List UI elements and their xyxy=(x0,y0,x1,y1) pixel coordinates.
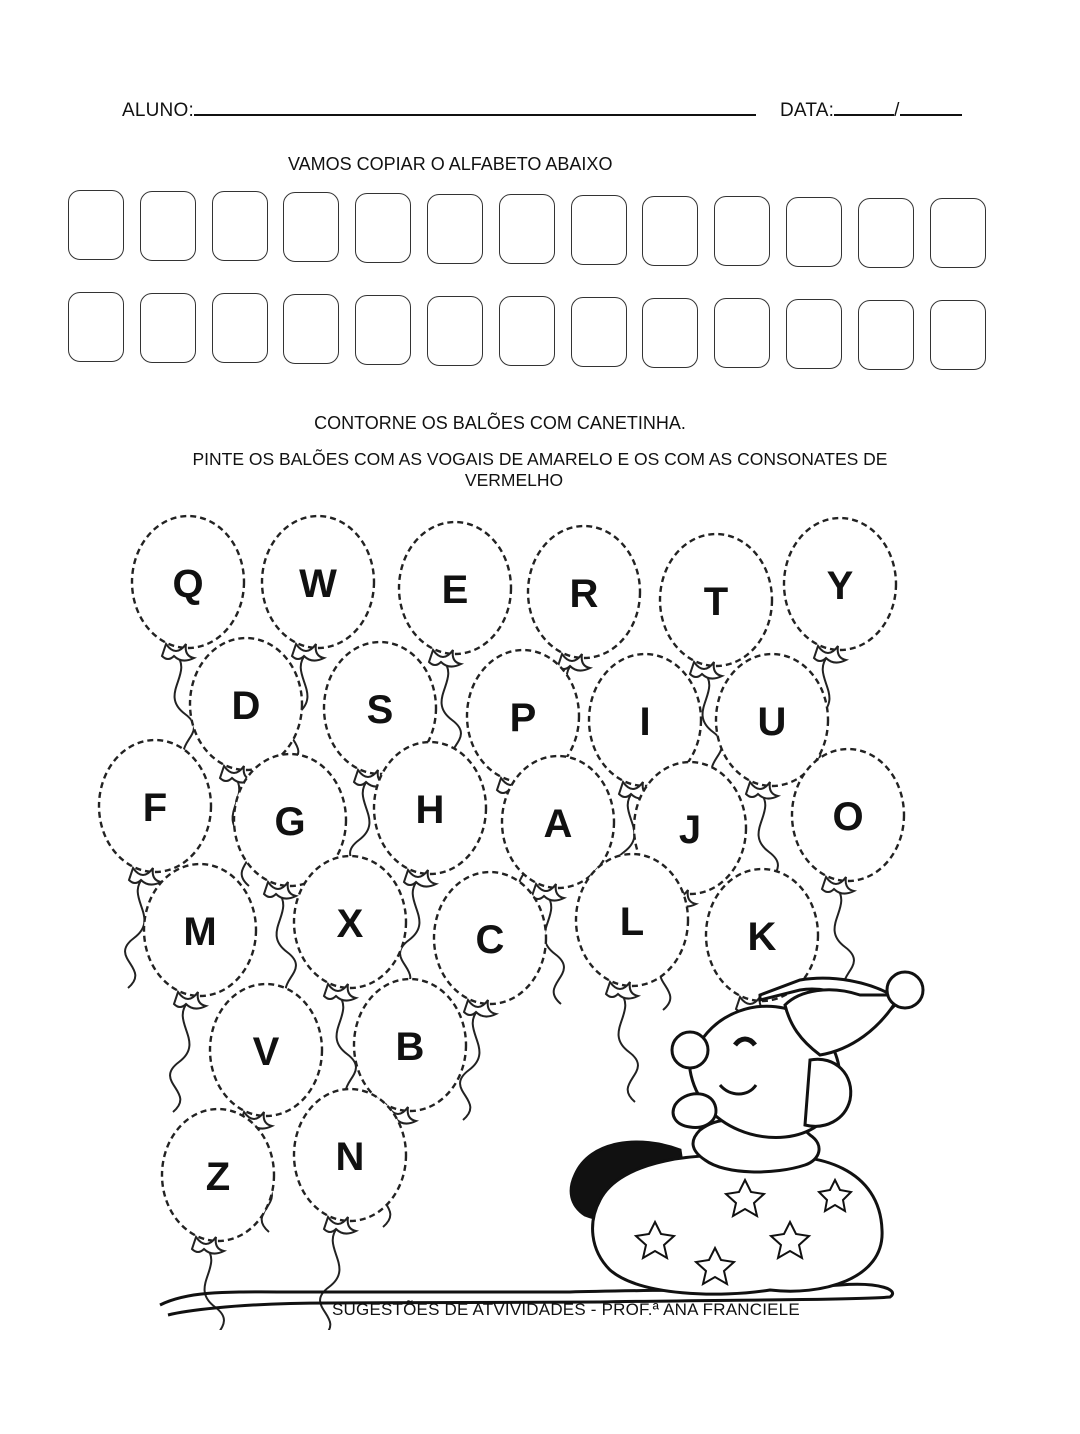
balloon-letter: R xyxy=(569,572,599,616)
date-separator: / xyxy=(894,100,900,121)
balloon-letter: G xyxy=(274,800,306,844)
balloon-letter: L xyxy=(619,900,645,944)
balloon-letter: F xyxy=(142,786,168,830)
balloon-letter: X xyxy=(336,902,364,946)
balloon-letter: Q xyxy=(172,562,204,606)
date-day-line[interactable] xyxy=(834,96,894,116)
copy-box[interactable] xyxy=(858,300,914,370)
copy-box[interactable] xyxy=(140,293,196,363)
balloon-string xyxy=(337,994,356,1104)
balloon-letter: C xyxy=(475,918,505,962)
balloon-letter: E xyxy=(441,568,469,612)
balloon-letter: O xyxy=(832,795,864,839)
copy-box[interactable] xyxy=(786,197,842,267)
balloon-o[interactable] xyxy=(792,749,904,894)
balloon-letter: T xyxy=(703,580,729,624)
balloon-letter: A xyxy=(543,802,573,846)
copy-instruction: VAMOS COPIAR O ALFABETO ABAIXO xyxy=(288,154,613,174)
copy-box[interactable] xyxy=(283,192,339,262)
copy-box[interactable] xyxy=(642,298,698,368)
student-name-line[interactable] xyxy=(194,96,756,116)
copy-box[interactable] xyxy=(212,191,268,261)
balloon-letter: K xyxy=(747,915,777,959)
balloon-string xyxy=(205,1247,224,1330)
clown-illustration xyxy=(571,972,923,1294)
balloon-letter: S xyxy=(366,688,394,732)
balloon-letter: U xyxy=(757,700,787,744)
balloon-letter: D xyxy=(231,684,261,728)
balloon-c[interactable] xyxy=(434,872,546,1017)
copy-box[interactable] xyxy=(642,196,698,266)
balloon-string xyxy=(125,878,144,988)
student-name-row xyxy=(122,96,756,122)
date-label: DATA: xyxy=(780,100,835,121)
balloon-r[interactable] xyxy=(528,526,640,671)
balloon-k[interactable] xyxy=(706,869,818,1014)
student-label: ALUNO: xyxy=(122,100,194,121)
date-row xyxy=(780,96,962,122)
copy-box[interactable] xyxy=(68,292,124,362)
paint-instruction-line2: VERMELHO xyxy=(464,470,564,490)
copy-box[interactable] xyxy=(427,296,483,366)
paint-instruction-line1: PINTE OS BALÕES COM AS VOGAIS DE AMARELO E OS COM AS CONSONATES DE xyxy=(192,449,888,469)
balloon-h[interactable] xyxy=(374,742,486,887)
copy-box[interactable] xyxy=(140,191,196,261)
copy-box[interactable] xyxy=(68,190,124,260)
balloon-letter: P xyxy=(509,696,537,740)
balloon-e[interactable] xyxy=(399,522,511,667)
copy-box[interactable] xyxy=(714,196,770,266)
balloon-string xyxy=(170,1002,189,1112)
balloon-y[interactable] xyxy=(784,518,896,663)
copy-box[interactable] xyxy=(571,297,627,367)
balloon-letter: V xyxy=(252,1030,280,1074)
balloon-string xyxy=(619,992,638,1102)
footer-credit: SUGESTÕES DE ATVIVIDADES - PROF.ª ANA FRANCIELE xyxy=(332,1300,800,1319)
copy-box[interactable] xyxy=(714,298,770,368)
copy-box[interactable] xyxy=(930,198,986,268)
balloon-l[interactable] xyxy=(576,854,688,999)
balloon-string xyxy=(545,894,564,1004)
balloon-letter: B xyxy=(395,1025,425,1069)
copy-box[interactable] xyxy=(427,194,483,264)
copy-box[interactable] xyxy=(571,195,627,265)
balloon-letter: M xyxy=(183,910,217,954)
copy-box[interactable] xyxy=(212,293,268,363)
copy-box[interactable] xyxy=(858,198,914,268)
copy-box[interactable] xyxy=(355,295,411,365)
balloon-v[interactable] xyxy=(210,984,322,1129)
outline-instruction: CONTORNE OS BALÕES COM CANETINHA. xyxy=(314,413,686,433)
balloon-f[interactable] xyxy=(99,740,211,885)
balloon-letter: Z xyxy=(205,1155,231,1199)
copy-box[interactable] xyxy=(499,296,555,366)
copy-box[interactable] xyxy=(499,194,555,264)
copy-box[interactable] xyxy=(355,193,411,263)
copy-box[interactable] xyxy=(930,300,986,370)
balloon-m[interactable] xyxy=(144,864,256,1009)
balloon-q[interactable] xyxy=(132,516,244,661)
balloon-x[interactable] xyxy=(294,856,406,1001)
balloon-letter: H xyxy=(415,788,445,832)
balloon-letter: W xyxy=(299,562,337,606)
balloons-illustration xyxy=(0,500,1080,1330)
date-month-line[interactable] xyxy=(900,96,962,116)
balloon-letter: J xyxy=(678,808,702,852)
balloon-letter: N xyxy=(335,1135,365,1179)
copy-boxes-grid xyxy=(0,0,1080,400)
copy-box[interactable] xyxy=(283,294,339,364)
balloon-z[interactable] xyxy=(162,1109,274,1254)
balloon-w[interactable] xyxy=(262,516,374,661)
balloon-letter: Y xyxy=(826,564,854,608)
balloon-letter: I xyxy=(639,700,651,744)
copy-box[interactable] xyxy=(786,299,842,369)
